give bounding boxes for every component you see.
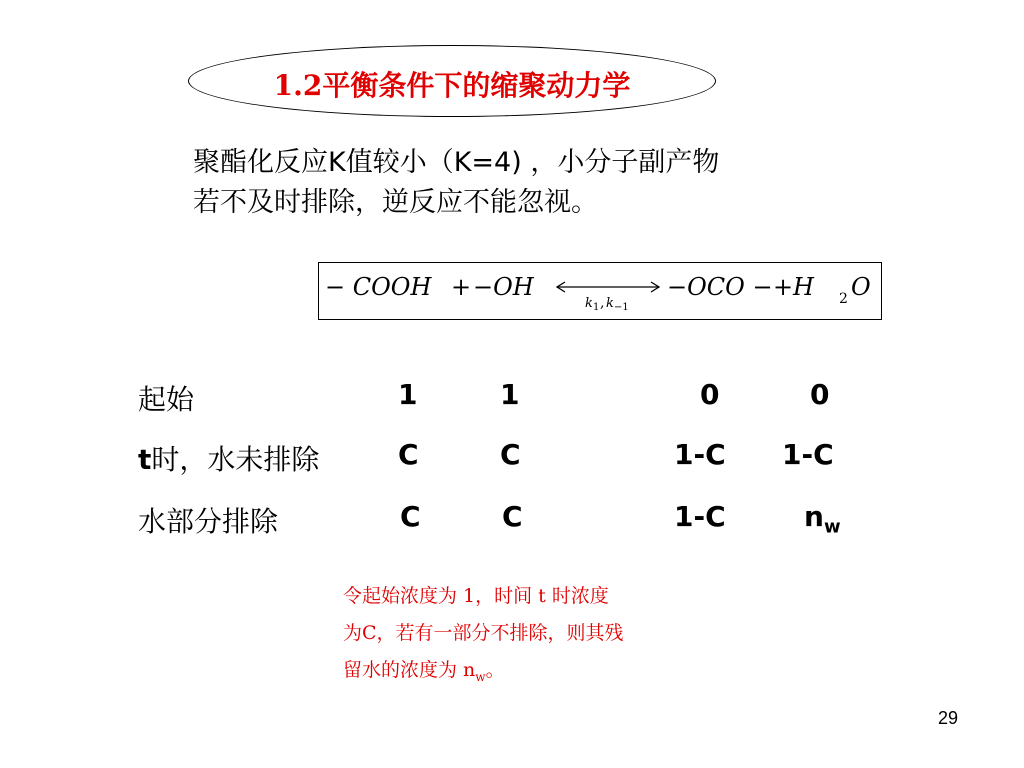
row-label [138, 438, 319, 478]
rate-sub-2: −1 [614, 302, 629, 313]
eq-oh: −OH [473, 273, 534, 301]
intro-paragraph [193, 143, 893, 223]
note-line-1: 令起始浓度为 1，时间 t 时浓度 [343, 585, 609, 607]
rate-k2: k [606, 296, 614, 311]
slide-title: 1.2平衡条件下的缩聚动力学 [273, 69, 631, 102]
red-note [343, 578, 703, 696]
reaction-equation [319, 263, 881, 319]
rate-sep: , [600, 295, 605, 311]
row-value-1: 1 [398, 378, 418, 411]
row-value-3: 1-C [674, 500, 726, 533]
row-label-t: t [138, 443, 152, 476]
table-row [138, 500, 898, 540]
note-line-2: 为C，若有一部分不排除，则其残 [343, 622, 624, 644]
row-value-4-main: n [804, 500, 824, 533]
row-label: 起始 [138, 383, 195, 416]
row-value-4: 1-C [782, 438, 834, 471]
eq-plus-1: + [451, 273, 472, 301]
eq-sub-2: 2 [839, 291, 848, 307]
intro-line-2: 若不及时排除，逆反应不能忽视。 [193, 187, 598, 218]
row-value-4 [804, 500, 841, 538]
row-value-3: 0 [700, 378, 720, 411]
eq-oco: −OCO − [667, 273, 773, 301]
row-value-3: 1-C [674, 438, 726, 471]
note-line-3-prefix: 留水的浓度为 n [343, 659, 476, 681]
intro-line-1: 聚酯化反应K值较小（K=4) ，小分子副产物 [193, 147, 720, 178]
eq-o: O [851, 273, 871, 301]
note-line-3 [343, 652, 703, 696]
reaction-equation-box [318, 262, 882, 320]
note-line-3-suffix: 。 [485, 659, 505, 681]
row-value-4-sub: w [823, 516, 841, 538]
row-value-2: 1 [500, 378, 520, 411]
row-value-2: C [502, 500, 523, 533]
row-value-4: 0 [810, 378, 830, 411]
rate-k1: k [585, 296, 593, 311]
eq-cooh: − COOH [325, 273, 432, 301]
eq-plus-2: + [773, 273, 794, 301]
row-label: 水部分排除 [138, 505, 279, 538]
title-oval [188, 45, 716, 117]
rate-sub-1: 1 [593, 302, 600, 313]
row-label-rest: 时，水未排除 [151, 443, 320, 476]
eq-h: H [793, 273, 814, 301]
table-row [138, 438, 898, 478]
table-row [138, 378, 898, 418]
note-line-3-sub: w [475, 669, 486, 684]
page-number: 29 [938, 708, 959, 728]
row-value-1: C [398, 438, 419, 471]
equilibrium-arrow [557, 282, 659, 292]
row-value-1: C [400, 500, 421, 533]
row-value-2: C [500, 438, 521, 471]
